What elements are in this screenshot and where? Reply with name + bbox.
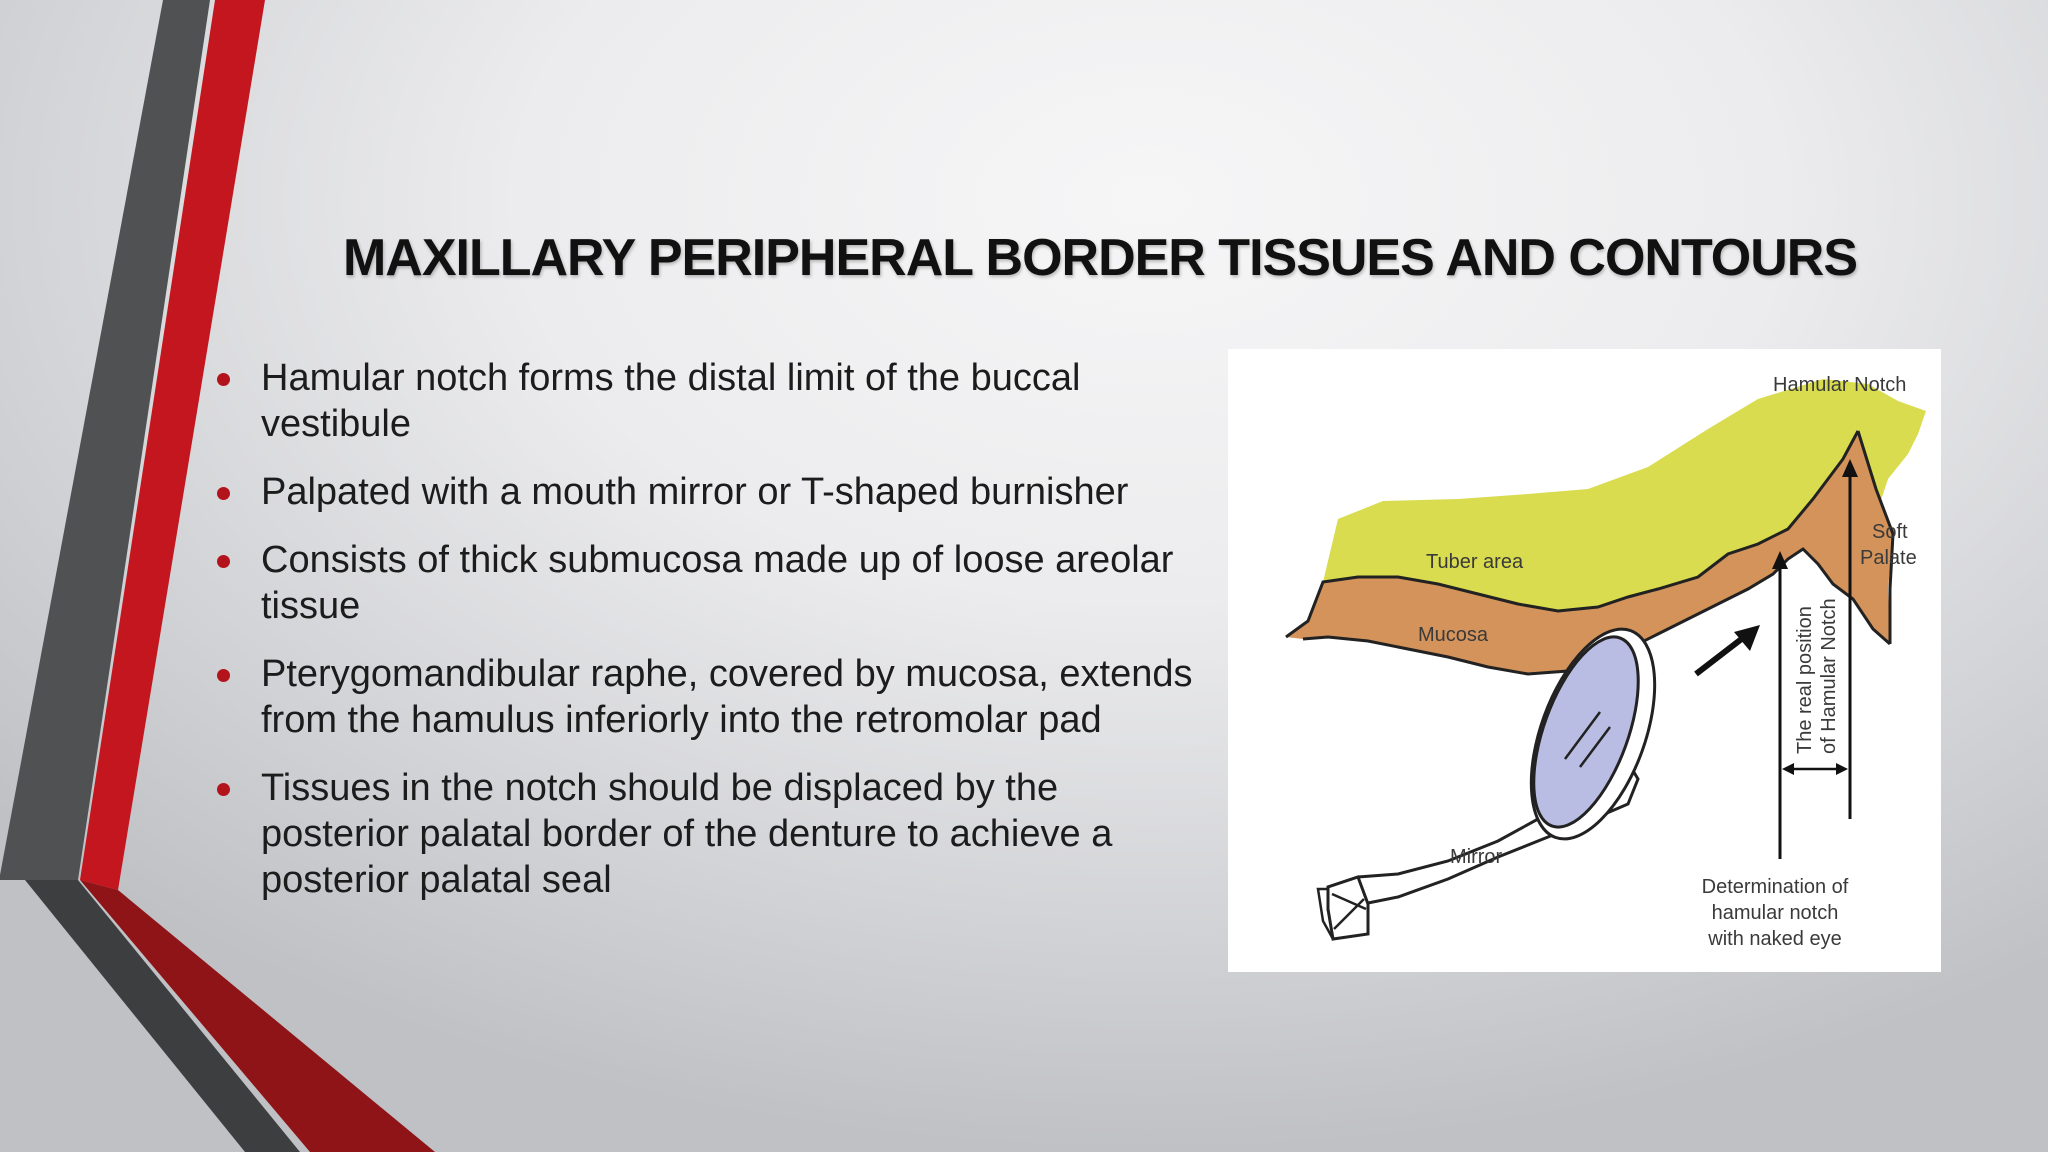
label-determination-line3: with naked eye — [1708, 928, 1842, 950]
slide-title: MAXILLARY PERIPHERAL BORDER TISSUES AND CONTOURS — [342, 229, 1858, 287]
bullet-text: Consists of thick submucosa made up of loose areolar tissue — [261, 539, 1174, 627]
hamular-notch-figure — [1228, 349, 1941, 972]
bullet-dot-icon — [217, 783, 230, 796]
label-tuber-area: Tuber area — [1426, 551, 1524, 573]
bullet-item — [210, 765, 1200, 903]
label-palate: Palate — [1860, 547, 1917, 569]
bullet-dot-icon — [217, 669, 230, 682]
bullet-dot-icon — [217, 555, 230, 568]
dimension-arrow-right-icon — [1836, 763, 1848, 775]
bullet-item — [210, 651, 1200, 743]
bullet-text: Pterygomandibular raphe, covered by mucosa, extends from the hamulus inferiorly into the retromolar pad — [261, 653, 1193, 741]
bullet-text: Hamular notch forms the distal limit of the buccal vestibule — [261, 357, 1081, 445]
label-determination-line1: Determination of — [1701, 876, 1849, 898]
bullet-item — [210, 355, 1200, 447]
direction-arrow-shaft — [1696, 634, 1748, 674]
label-real-position-line1: The real position — [1794, 606, 1816, 754]
bullet-list — [210, 355, 1200, 925]
label-real-position-line2: of Hamular Notch — [1818, 598, 1840, 754]
bullet-item — [210, 537, 1200, 629]
label-determination-line2: hamular notch — [1711, 902, 1839, 924]
bullet-dot-icon — [217, 487, 230, 500]
label-hamular-notch: Hamular Notch — [1773, 374, 1907, 396]
dimension-arrow-left-icon — [1782, 763, 1794, 775]
label-mirror: Mirror — [1450, 846, 1503, 868]
bullet-text: Palpated with a mouth mirror or T-shaped burnisher — [261, 471, 1129, 513]
bullet-dot-icon — [217, 373, 230, 386]
label-mucosa: Mucosa — [1418, 624, 1489, 646]
bullet-item — [210, 469, 1200, 515]
label-soft: Soft — [1872, 521, 1908, 543]
bullet-text: Tissues in the notch should be displaced by the posterior palatal border of the denture to achieve a posterior palatal seal — [261, 767, 1113, 901]
hamular-notch-diagram — [1228, 349, 1941, 972]
